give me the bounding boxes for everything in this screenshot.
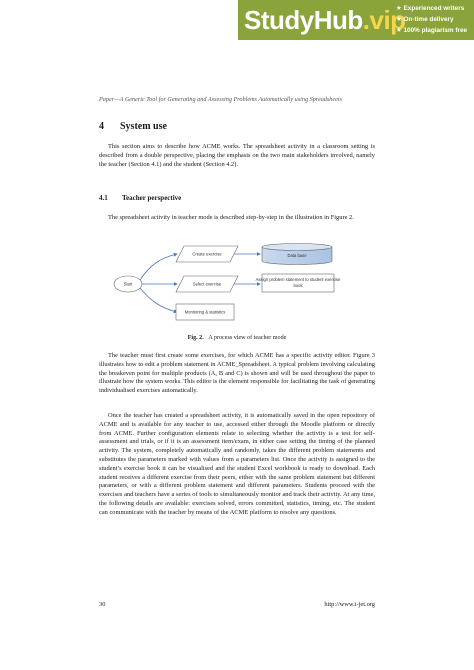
select-exercise-label: Select exercise (192, 281, 222, 287)
start-label: Start (123, 281, 133, 287)
body-paragraph: The teacher must first create some exercises, for which ACME has a specific activity editor. Figure 3 illustrates how to edit a problem statement in ACME_Spreadsheet. A typical problem involving calculating the breakeven point for multiple products (A, B and C) is shown and will be used throughout the paper to illustrate how the system works. This editor is the element responsible for facilitating the task of generating individualised exercises automatically. (99, 352, 375, 395)
subsection-heading (99, 194, 181, 202)
feature-item: ★ On-time delivery (396, 16, 454, 23)
body-paragraph: Once the teacher has created a spreadsheet activity, it is automatically saved in the open repository of ACME and is available for any teacher to use, accessed either through the Moodle platform or directly from ACME. Further configuration elements relate to selecting whether the activity is a test for self-assessment and trials, or if it is an assessment item/exam, in either case setting the timing of the planned activity. The system, completely automatically and randomly, takes the different problem statements and substitutes the parameters marked with values from a parameters list. Once the activity is assigned to the student’s exercise book it can be visualised and the student Excel workbook is ready to download. Each student receives a different exercise from their peers, either with the same problem statement but different parameters, or with a different problem statement and different parameters. Students proceed with the exercises and teachers have a series of tools to simultaneously monitor and track their activity. At any time, the following details are available: exercises solved, errors committed, statistics, timing, etc. The student can communicate with the teacher by means of the ACME platform to resolve any questions. (99, 412, 375, 516)
intro-paragraph: This section aims to describe how ACME works. The spreadsheet activity in a classroom setting is described from a double perspective, placing the emphasis on the two main stakeholders involved, namely the teacher (Section 4.1) and the student (Section 4.2). (99, 143, 375, 168)
section-heading (99, 121, 167, 132)
figure-label: Fig. 2. (187, 335, 204, 341)
banner-features (396, 3, 467, 36)
feature-item: ★ Experienced writers (396, 5, 465, 12)
teacher-process-diagram (110, 240, 374, 335)
figure-caption (99, 335, 375, 341)
subsection-paragraph: The spreadsheet activity in teacher mode is described step-by-step in the illustration in Figure 2. (108, 214, 354, 221)
section-title: System use (120, 121, 167, 132)
promo-banner[interactable] (238, 0, 474, 40)
figure-caption-text: A process view of teacher mode (208, 335, 287, 341)
assign-label-line2: book (293, 283, 303, 288)
assign-label-line1: Assign problem statement to student exercise (255, 277, 341, 282)
database-label: Data base (287, 253, 307, 258)
subsection-title: Teacher perspective (122, 194, 182, 202)
flow-arrow (140, 288, 177, 312)
subsection-number: 4.1 (99, 194, 108, 202)
studyhub-logo[interactable]: StudyHub.vip (244, 4, 406, 35)
feature-item: ★ 100% plagiarism free (396, 27, 468, 34)
running-header: Paper—A Generic Tool for Generating and Assessing Problems Automatically using Spreadsheets (99, 96, 343, 103)
create-exercise-label: Create exercise (192, 251, 222, 257)
monitoring-label: Monitoring & statistics (184, 309, 226, 315)
section-number: 4 (99, 121, 104, 132)
footer-url[interactable]: http://www.i-jet.org (324, 601, 375, 608)
flow-arrow (140, 254, 177, 280)
page-number: 30 (99, 601, 106, 608)
